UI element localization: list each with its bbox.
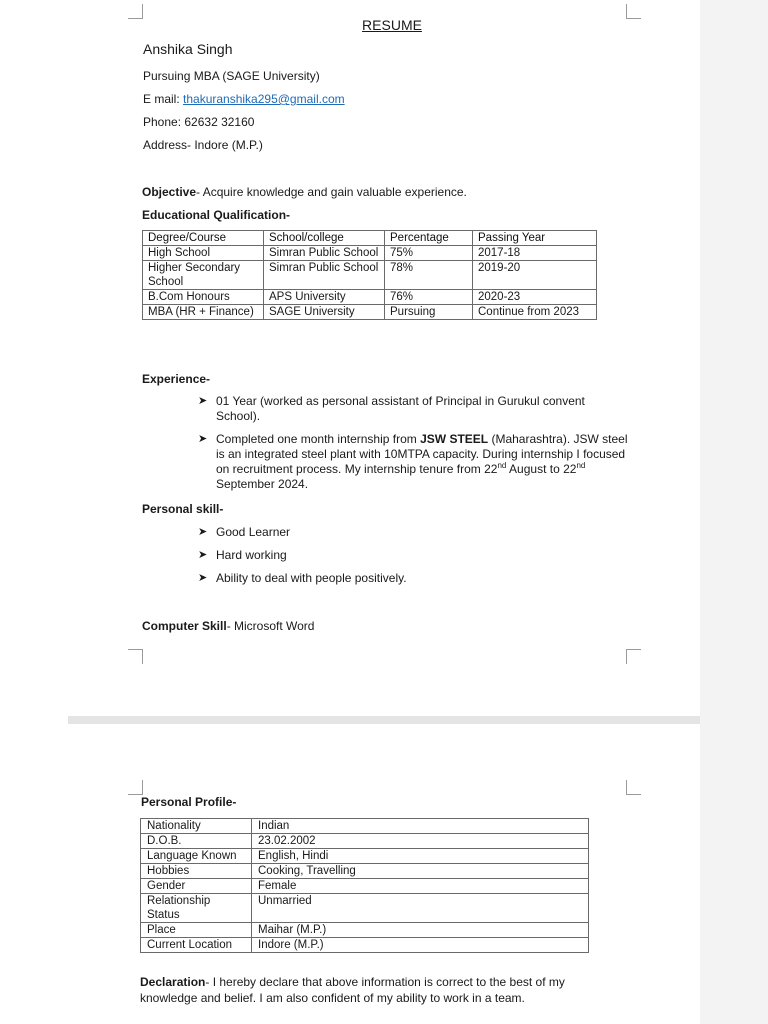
skill-text: Good Learner <box>216 525 291 539</box>
table-row <box>143 290 597 305</box>
table-cell: Unmarried <box>252 894 589 923</box>
table-cell: Pursuing <box>385 305 473 320</box>
skills-list <box>198 525 407 594</box>
table-cell: Indian <box>252 819 589 834</box>
table-cell: English, Hindi <box>252 849 589 864</box>
table-row <box>143 261 597 290</box>
table-cell: Simran Public School <box>264 261 385 290</box>
phone-line: Phone: 62632 32160 <box>143 115 255 129</box>
education-table <box>142 230 597 320</box>
email-link[interactable]: thakuranshika295@gmail.com <box>183 92 345 106</box>
arrow-bullet-icon: ➤ <box>198 395 208 407</box>
crop-mark-top-left <box>128 4 143 19</box>
company-name: JSW STEEL <box>420 432 489 446</box>
list-item <box>198 394 628 424</box>
resume-title: RESUME <box>362 17 422 33</box>
table-cell: Continue from 2023 <box>473 305 597 320</box>
experience-item-text: 01 Year (worked as personal assistant of Principal in Gurukul convent School). <box>216 394 585 423</box>
experience-text: August to 22 <box>506 462 577 476</box>
personal-skill-heading: Personal skill- <box>142 502 224 516</box>
computer-skill-text: - Microsoft Word <box>226 619 315 633</box>
list-item <box>198 548 407 571</box>
objective-label: Objective <box>142 185 197 199</box>
candidate-name: Anshika Singh <box>143 41 233 57</box>
table-cell: Current Location <box>141 938 252 953</box>
experience-heading: Experience- <box>142 372 211 386</box>
table-row <box>141 864 589 879</box>
table-row <box>143 305 597 320</box>
table-row <box>141 938 589 953</box>
address-line: Address- Indore (M.P.) <box>143 138 263 152</box>
arrow-bullet-icon: ➤ <box>198 549 208 561</box>
crop-mark-bottom-right <box>626 649 641 664</box>
computer-skill-label: Computer Skill <box>142 619 227 633</box>
email-line <box>143 92 345 107</box>
list-item <box>198 571 407 594</box>
declaration-text: - I hereby declare that above information is correct to the best of my knowledge and belief. I am also confident of my ability to work in a team. <box>140 975 565 1005</box>
table-cell: Nationality <box>141 819 252 834</box>
experience-text: Completed one month internship from <box>216 432 421 446</box>
education-heading: Educational Qualification- <box>142 208 291 222</box>
table-header-cell: Passing Year <box>473 231 597 246</box>
email-label: E mail: <box>143 92 184 106</box>
crop-mark-top-right <box>626 4 641 19</box>
crop-mark-bottom-left <box>128 649 143 664</box>
table-cell: 75% <box>385 246 473 261</box>
table-cell: 78% <box>385 261 473 290</box>
crop-mark-page2-top-right <box>626 780 641 795</box>
table-cell: APS University <box>264 290 385 305</box>
table-cell: Hobbies <box>141 864 252 879</box>
ordinal-suffix: nd <box>576 461 586 470</box>
table-cell: Simran Public School <box>264 246 385 261</box>
table-cell: Place <box>141 923 252 938</box>
table-row <box>141 923 589 938</box>
table-header-cell: Percentage <box>385 231 473 246</box>
personal-profile-table <box>140 818 589 953</box>
table-cell: MBA (HR + Finance) <box>143 305 264 320</box>
list-item <box>198 432 628 492</box>
declaration-paragraph <box>140 974 610 1006</box>
page-break-separator <box>68 716 700 724</box>
arrow-bullet-icon: ➤ <box>198 526 208 538</box>
table-cell: D.O.B. <box>141 834 252 849</box>
objective-line <box>142 185 467 200</box>
table-cell: 2020-23 <box>473 290 597 305</box>
table-cell: 23.02.2002 <box>252 834 589 849</box>
list-item <box>198 525 407 548</box>
table-row <box>141 834 589 849</box>
crop-mark-page2-top-left <box>128 780 143 795</box>
table-cell: 76% <box>385 290 473 305</box>
objective-text: - Acquire knowledge and gain valuable experience. <box>196 185 467 199</box>
pursuing-line: Pursuing MBA (SAGE University) <box>143 69 320 83</box>
table-cell: High School <box>143 246 264 261</box>
experience-list <box>198 394 628 492</box>
table-row <box>143 246 597 261</box>
table-cell: Female <box>252 879 589 894</box>
arrow-bullet-icon: ➤ <box>198 572 208 584</box>
table-row <box>141 879 589 894</box>
table-cell: Higher Secondary School <box>143 261 264 290</box>
table-row <box>141 894 589 923</box>
table-cell: Maihar (M.P.) <box>252 923 589 938</box>
table-row <box>141 819 589 834</box>
experience-text: (Maharashtra). JSW steel is an integrated steel plant with 10MTPA capacity. During internship I focused on recruitment process. My internship tenure from 22 <box>216 432 628 476</box>
personal-profile-heading: Personal Profile- <box>141 795 237 809</box>
declaration-label: Declaration <box>140 975 206 989</box>
table-cell: Cooking, Travelling <box>252 864 589 879</box>
skill-text: Hard working <box>216 548 287 562</box>
table-cell: Gender <box>141 879 252 894</box>
table-cell: Relationship Status <box>141 894 252 923</box>
table-cell: 2019-20 <box>473 261 597 290</box>
table-cell: 2017-18 <box>473 246 597 261</box>
computer-skill-line <box>142 619 314 634</box>
table-header-cell: Degree/Course <box>143 231 264 246</box>
arrow-bullet-icon: ➤ <box>198 433 208 445</box>
experience-text: September 2024. <box>216 477 309 491</box>
table-header-row <box>143 231 597 246</box>
table-row <box>141 849 589 864</box>
table-cell: Language Known <box>141 849 252 864</box>
table-header-cell: School/college <box>264 231 385 246</box>
table-cell: B.Com Honours <box>143 290 264 305</box>
page-margin-gutter <box>700 0 768 1024</box>
skill-text: Ability to deal with people positively. <box>216 571 407 585</box>
table-cell: Indore (M.P.) <box>252 938 589 953</box>
ordinal-suffix: nd <box>497 461 507 470</box>
table-cell: SAGE University <box>264 305 385 320</box>
